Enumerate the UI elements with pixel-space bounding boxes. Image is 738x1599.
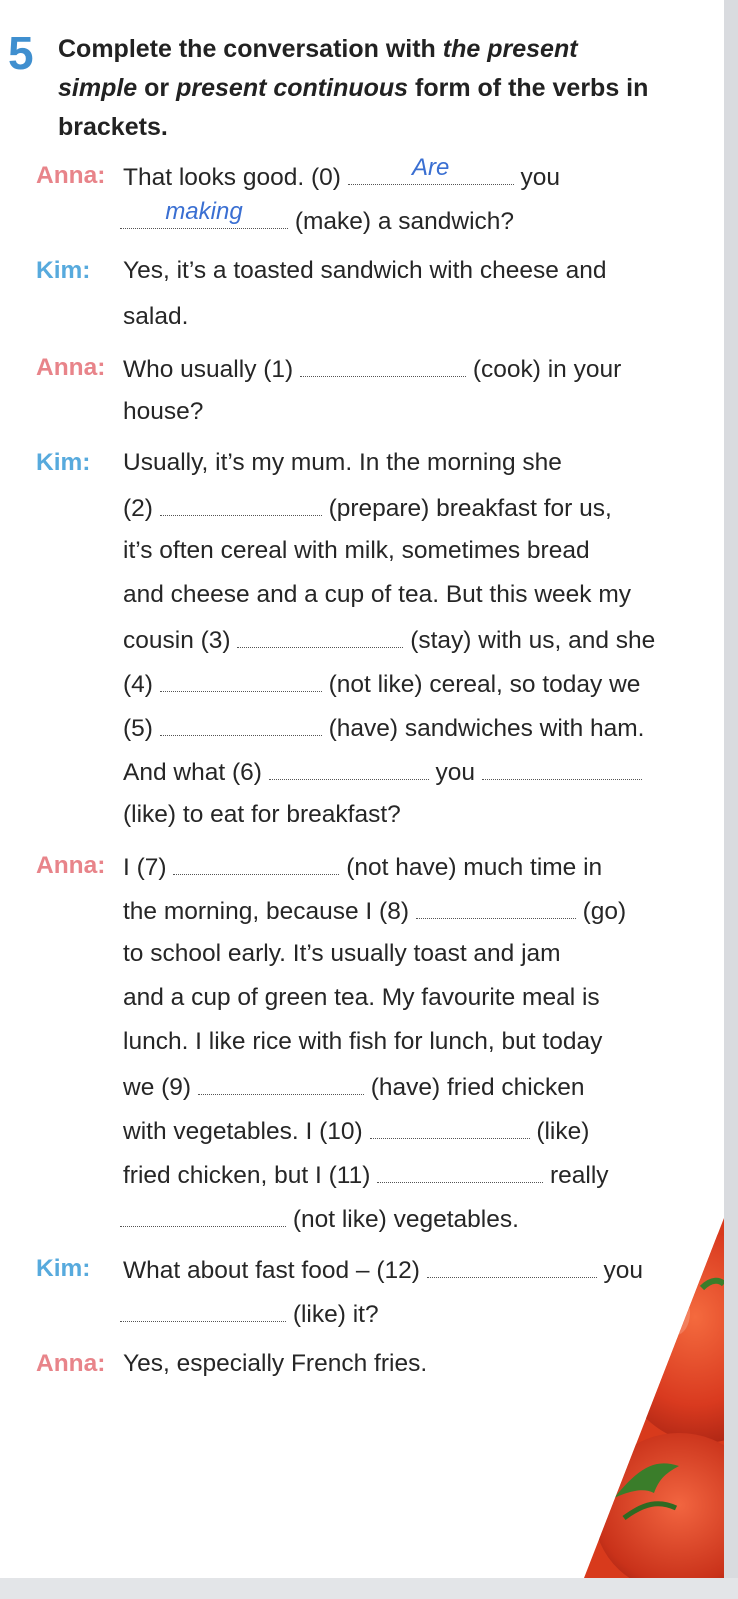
answer-blank-2[interactable]	[160, 493, 322, 516]
line-text: (not like) vegetables.	[292, 1206, 519, 1233]
exercise-number: 5	[8, 27, 34, 79]
instructions-italic: present continuous	[176, 74, 409, 102]
line-text: (go)	[582, 898, 627, 925]
dialogue-line	[123, 1160, 609, 1190]
answer-blank-5[interactable]	[160, 713, 322, 736]
line-text: you	[603, 1257, 644, 1284]
handwritten-answer: making	[165, 198, 243, 225]
dialogue-line	[123, 669, 640, 699]
line-text: you	[520, 164, 561, 191]
dialogue-line: to school early. It’s usually toast and jam	[123, 940, 561, 967]
page-edge	[724, 0, 738, 1599]
speaker-anna: Anna:	[36, 162, 106, 189]
dialogue-line: and a cup of green tea. My favourite meal is	[123, 984, 600, 1011]
dialogue-line	[123, 1072, 585, 1102]
dialogue-line: Yes, especially French fries.	[123, 1350, 428, 1377]
dialogue-line: (like) to eat for breakfast?	[123, 801, 401, 828]
line-text: (prepare) breakfast for us,	[328, 495, 612, 522]
line-text: (like)	[536, 1118, 590, 1145]
line-text: (like) it?	[292, 1301, 379, 1328]
line-text: And what (6)	[123, 759, 262, 786]
dialogue-line: and cheese and a cup of tea. But this week my	[123, 581, 632, 608]
speaker-anna: Anna:	[36, 1350, 106, 1377]
line-text: Who usually (1)	[123, 356, 294, 383]
dialogue-line	[123, 713, 645, 743]
handwritten-answer: Are	[412, 154, 450, 181]
tomato-image	[584, 1218, 724, 1578]
answer-blank-7[interactable]	[173, 852, 339, 875]
answer-blank-6a[interactable]	[269, 757, 429, 780]
answer-blank-8[interactable]	[416, 896, 576, 919]
line-text: (cook) in your	[472, 356, 622, 383]
answer-blank-1[interactable]	[300, 354, 466, 377]
line-text: the morning, because I (8)	[123, 898, 409, 925]
line-text: cousin (3)	[123, 627, 231, 654]
dialogue-line	[123, 852, 602, 882]
line-text: really	[550, 1162, 609, 1189]
speaker-kim: Kim:	[36, 449, 91, 476]
line-text: (have) sandwiches with ham.	[328, 715, 645, 742]
line-text: fried chicken, but I (11)	[123, 1162, 371, 1189]
dialogue-line: Usually, it’s my mum. In the morning she	[123, 449, 562, 476]
line-text: What about fast food – (12)	[123, 1257, 420, 1284]
line-text: (stay) with us, and she	[410, 627, 656, 654]
dialogue-line: lunch. I like rice with fish for lunch, but today	[123, 1028, 603, 1055]
line-text: (have) fried chicken	[370, 1074, 585, 1101]
instructions-text: or	[137, 74, 177, 102]
instructions-text: Complete the conversation with	[58, 35, 443, 63]
dialogue-line	[123, 757, 642, 787]
answer-blank-4[interactable]	[160, 669, 322, 692]
answer-blank-12b[interactable]	[120, 1299, 286, 1322]
dialogue-line	[123, 1116, 589, 1146]
page-edge	[0, 1578, 738, 1599]
dialogue-line	[123, 154, 561, 192]
answer-blank-11a[interactable]	[377, 1160, 543, 1183]
dialogue-line	[123, 896, 626, 926]
dialogue-line	[123, 493, 612, 523]
dialogue-line: salad.	[123, 303, 189, 330]
line-text: with vegetables. I (10)	[123, 1118, 363, 1145]
speaker-anna: Anna:	[36, 852, 106, 879]
line-text: (5)	[123, 715, 153, 742]
line-text: we (9)	[123, 1074, 192, 1101]
dialogue-line	[120, 1299, 379, 1329]
line-text: you	[435, 759, 476, 786]
answer-blank-0a[interactable]	[348, 154, 514, 185]
line-text: (make) a sandwich?	[294, 208, 515, 235]
dialogue-line	[123, 354, 621, 384]
dialogue-line	[120, 1204, 519, 1234]
line-text: (not like) cereal, so today we	[328, 671, 641, 698]
line-text: (4)	[123, 671, 153, 698]
line-text: That looks good. (0)	[123, 164, 341, 191]
dialogue-line: it’s often cereal with milk, sometimes bread	[123, 537, 590, 564]
answer-blank-3[interactable]	[237, 625, 403, 648]
speaker-anna: Anna:	[36, 354, 106, 381]
answer-blank-10[interactable]	[370, 1116, 530, 1139]
line-text: (2)	[123, 495, 153, 522]
instructions-italic: the present	[442, 35, 578, 63]
dialogue-line: house?	[123, 398, 204, 425]
instructions-text: form of the verbs in	[408, 74, 649, 102]
dialogue-line: Yes, it’s a toasted sandwich with cheese and	[123, 257, 607, 284]
dialogue-line	[123, 625, 655, 655]
speaker-kim: Kim:	[36, 1255, 91, 1282]
instructions-italic: simple	[58, 74, 138, 102]
line-text: I (7)	[123, 854, 167, 881]
speaker-kim: Kim:	[36, 257, 91, 284]
answer-blank-11b[interactable]	[120, 1204, 286, 1227]
answer-blank-6b[interactable]	[482, 757, 642, 780]
dialogue-line	[120, 198, 515, 236]
line-text: (not have) much time in	[346, 854, 603, 881]
exercise-instructions	[58, 30, 678, 147]
answer-blank-12a[interactable]	[427, 1255, 597, 1278]
answer-blank-9[interactable]	[198, 1072, 364, 1095]
dialogue-line	[123, 1255, 643, 1285]
instructions-text: brackets.	[58, 113, 168, 141]
answer-blank-0b[interactable]	[120, 198, 288, 229]
